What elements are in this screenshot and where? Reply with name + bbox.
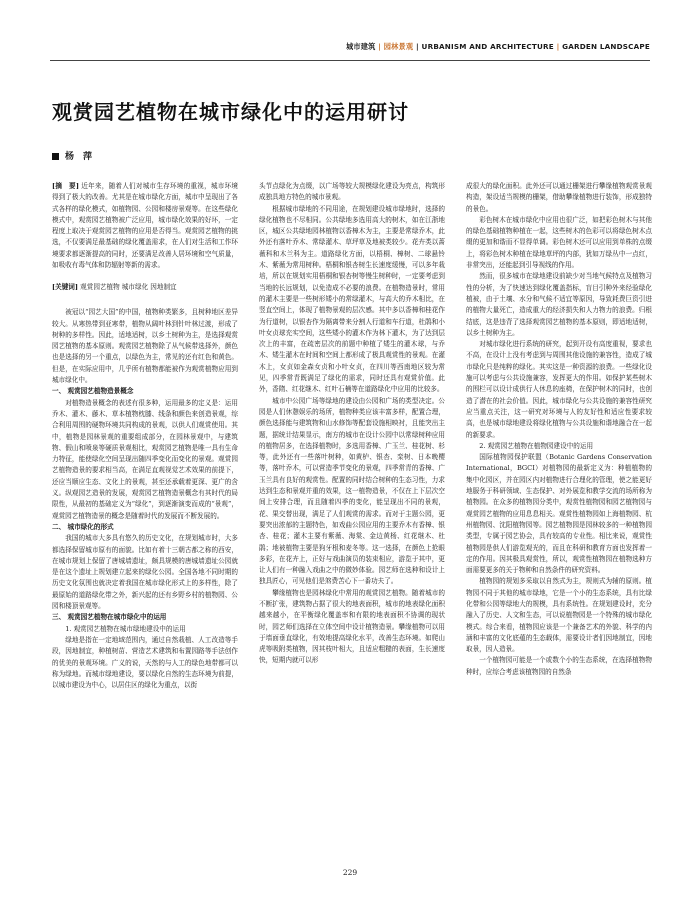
body-paragraph: 国际植物园保护联盟（Botanic Gardens Conservation International，BGCI）对植物园的最新定义为：种植植物的集中化园区，并在园区内对植物进行合理化的管理，使之能更好地服务于科研领域、生态保护、对外展览和教学交流的场所称为植物园。在众多的植物园分类中，观赏性植物园和园艺植物园与观赏园艺植物的应用息息相关。观赏性植物园如上海植物园、杭州植物园、沈阳植物园等。园艺植物园是园林较多的一种植物园类型，专属于园艺协会，具有较高的专业性。相比来说，观赏性植物园是供人们游览观光的，而且在科研和教育方面也发挥着一定的作用。因其极具观赏性，所以，观赏性植物园在植物选种方面需要更多的关于物种和自然条件的研究资料。 bbox=[466, 453, 652, 575]
abstract-label: [摘 要] bbox=[52, 182, 79, 190]
body-paragraph: 对城市绿化进行系统的研究，起到开设有高度重视，要求也不高，在设计上没有考虑到与周围其他设施的兼容性，造成了城市绿化只是纯粹的绿化。其实这是一种资源的浪费。一些绿化设施可以考虑与公共设施兼容，发挥更大的作用。如保护某些树木的围栏可以设计成供行人休息的座椅，在保护树木的同时，也创造了潜在的社会价值。因此，城市绿化与公共设施的兼容性研究应当重点关注，这一研究对环境与人的友好性和适应性要求较高，也是城市绿地建设将绿化植物与公共设施和谐地融合在一起的新要求。 bbox=[466, 340, 652, 439]
keywords bbox=[52, 282, 238, 293]
header-separator: | bbox=[378, 42, 382, 51]
body-paragraph: 一个植物园可能是一个或数个小的生态系统，在选择植物物种时，应综合考虑该植物园的自然条 bbox=[466, 656, 652, 676]
header-section-en: URBANISM AND ARCHITECTURE bbox=[421, 42, 554, 51]
abstract bbox=[52, 181, 238, 276]
page-number: 229 bbox=[342, 868, 358, 877]
section-heading: 一、 观赏园艺植物造景概念 bbox=[52, 387, 134, 396]
body-paragraph: 成很大的绿化面积。此外还可以通过栅架进行攀缘植物观赏景观构造，架设适当规模的栅架，借助攀缘植物进行装饰，形成独特的景色。 bbox=[466, 182, 652, 213]
section-heading: 三、 观赏园艺植物在城市绿化中的运用 bbox=[52, 613, 167, 622]
header-separator-3: | bbox=[556, 42, 560, 51]
header-separator-2: | bbox=[416, 42, 419, 51]
body-paragraph: 根据城市绿地的不同用途，在规划建设城市绿地时，选择的绿化植物也不尽相同。公共绿地多选用高大的树木，如在江浙地区，城区公共绿地园林植物以香樟木为主，主要是常绿乔木，此外还有落叶乔木、常绿灌木、草坪草及地被类较少。花卉类以蔷薇科和木兰科为主。道路绿化方面，以梧桐、樟树、二球悬铃木、紫薇为常用树种。梧桐和银杏树生长速度缓慢，可以多年栽培，所以在规划实用梧桐和银杏树等慢生树种时，一定要考虑到当地的长远规划，以免造成不必要的浪费。在植物造景时，常用的灌木主要是一些树形矮小的常绿灌木，与高大的乔木相比，在竖直空间上，体现了植物景观的层次感。其中多以香樟和桂花作为行道树，以银杏作为隔离带来分割人行道和车行道，杜鹃和小叶女贞球充实空间，这些矮小的灌木作为林下灌木，为了达到层次上的丰富，在疏密层次的前题中种植了矮生的灌木球，与乔木、矮生灌木在时间和空间上都形成了极具观赏性的景观。在灌木上，女贞如金森女贞和小叶女贞，在四川等西南地区较为常见，四季常青既满足了绿化的需求，同时还具有观赏价值。此外，香隋、红花继木、红叶石楠等在道路绿化中应用的比较多。 bbox=[259, 204, 445, 394]
header-section-cn: 城市建筑 bbox=[345, 42, 376, 51]
column-3 bbox=[466, 181, 652, 856]
abstract-text: 近年来，随着人们对城市生存环境的重视，城市环境得到了极大的改善。尤其是在城市绿化方面，城市中呈现出了各式各样的绿化模式，如植物园、公园和楼房景观等。在这些绿化模式中，观赏园艺植物被广泛应用，城市绿化效果的好坏，一定程度上取决于观赏园艺植物的应用是否得当。观赏园艺植物的挑选，不仅要满足最基础的绿化覆盖需求，在人们对生活和工作环境要求都逐渐提高的同时，还要满足改善人居环境和空气质量，如吸收有毒气体和防辐射等新的需求。 bbox=[52, 182, 238, 270]
column-1-body bbox=[52, 307, 238, 691]
column-2-body bbox=[259, 181, 445, 667]
article-title: 观赏园艺植物在城市绿化中的运用研讨 bbox=[52, 100, 409, 124]
header-rule bbox=[50, 60, 650, 61]
body-paragraph: 头节点绿化为点缀，以广场等较大规模绿化建设为亮点，构筑形成独具地方特色的城市景观。 bbox=[259, 182, 445, 202]
body-paragraph: 被冠以“园艺大国”的中国，植物种类繁多，且树种地区差异较大。从寒热带到亚寒带，植物从阔叶林到针叶林过渡，形成了树种的多样性。因此，适地适树，以乡土树种为主，是选择观赏园艺植物的基本原则。观赏园艺植物除了从气候带选择外，颜色也是选择的另一个重点，以绿色为主，常见的还有红色和黄色。但是，在实际应用中，几乎所有植物都能被作为观赏植物应用到城市绿化中。 bbox=[52, 308, 238, 385]
column-2 bbox=[259, 181, 445, 856]
body-paragraph: 攀缘植物也是园林绿化中常用的观赏园艺植物。随着城市的不断扩张，建筑物占据了很大的地表面积，城市的地表绿化面积越来越小，在平衡绿化覆盖率和有限的地表面积不协调的现状时，园艺师们选择在立体空间中设计植物造景。攀缘植物可以用于墙面垂直绿化，有效地提高绿化水平，改善生态环境。如爬山虎等吸附类植物，因其枝叶相大，且适应粗糙的表面，生长速度快，短期内就可以形 bbox=[259, 588, 445, 665]
header-subsection-cn: 园林景观 bbox=[383, 42, 414, 51]
header-subsection-en: GARDEN LANDSCAPE bbox=[562, 42, 650, 51]
body-paragraph: 我国的城市大多具有悠久的历史文化，在规划城市时，大多都选择保留城市原有的面貌。比如有着十三朝古都之称的西安，在城市规划上保留了唐城墙遗址，颇具规模的唐城墙遗址公园就是在这个遗址上规划建立起来的绿化公园。全国各地不同时期的历史文化氛围也就决定着我国在城市绿化形式上的多样性，除了最原始的道路绿化带之外，新兴起的还有乡野乡村的植物园、公园和楼顶景观等。 bbox=[52, 534, 238, 611]
author-name: 杨 萍 bbox=[65, 152, 93, 162]
author-square-icon bbox=[52, 153, 59, 160]
body-paragraph: 彩色树木在城市绿化中应用也很广泛，如把彩色树木与其他的绿色基础植物种植在一起，这些树木的色彩可以将绿色树木点缀的更加和谐而不显得单调。彩色树木还可以应用到单株的点缀上，将彩色树木种植在绿地草坪的内部，犹如万绿丛中一点红，非常突出，还能起到引导视线的作用。 bbox=[466, 215, 652, 270]
body-paragraph: 对植物造景概念的表述有很多种，运用最多的定义是：运用乔木、灌木、藤木、草本植物枕膝、线条和颜色来创造景观，综合利用周围的硬物环境共同构成的景观，以供人们观赏使用。其中，植物是园林景观的重要组成部分，在园林景观中，与建筑物、假山和喷泉等硬质景观相比，观赏园艺植物是唯一具有生命力特征，能使绿化空间呈现出随四季变化而变化的景观。观赏园艺植物造景的要求相当高，在满足直观视觉艺术效果的前提下，还应当顺应生态、文化上的景观，甚至还承载着更深、更广的含义。纵观园艺造景的发展，观赏园艺植物造景概念有其时代的局限性，从最初的基础定义为“绿化”，到逐渐演变而成的“景观”，观赏园艺植物造景的概念是随着时代的发展而不断发展的。 bbox=[52, 398, 238, 520]
subsection-heading: 2. 观赏园艺植物在植物园建设中的运用 bbox=[479, 441, 594, 450]
column-1 bbox=[52, 181, 238, 856]
column-3-body bbox=[466, 181, 652, 678]
body-paragraph: 城市中公园广场等绿地的建设由公园和广场的类型决定。公园是人们休憩娱乐的场所，植物种类应该丰富多样，配置合理，颜色选择能与建筑物和山水修饰等配套设施相映衬，且能突出主题，据统计结果显示，南方的城市在设计公园中以常绿树种应用的植物居多，在选择植物时，多选用香樟、广玉兰、桂花树、杉等，此外还有一些落叶树种，如黄栌、银杏、栾树、日本晚樱等，落叶乔木，可以营造季节变化的景观，四季常青的香樟、广玉兰具有良好的观赏性。配置的同时结合树种的生态习性，力求达到生态和景观并重的效果，这一植物造景，不仅在上下层次空间上安排合理，而且随着四季的变化，能呈现出不同的景观，花、果交替出现，满足了人们观赏的需求。而对于主题公园，更要突出浓郁的主题特色，如戏曲公园应用的主要乔木有香樟、银杏、桂花；灌木主要有紫薇、海棠、金边黄杨、红花继木、杜鹃；地被植物主要是狗牙根和麦冬等。这一选择，在颜色上抢眼多彩，在花卉上，正好与戏曲演员的装束相应，游览于其中，更让人们有一种融入戏曲之中的微妙体验。园艺师在选种和设计上独具匠心，可见他们是煞费苦心下一番功夫了。 bbox=[259, 396, 445, 586]
body-paragraph: 植物园的规划多采取以自然式为主，规则式为辅的原则。植物园不同于其他的城市绿地，它是一个小的生态系统，具有比绿化带和公园等绿地大的规模，具有系统性。在规划建设时，充分融入了历史、人文和生态，可以说植物园是一个特殊的城市绿化模式。综合来看，植物园应该是一个兼备艺术的外貌、科学的内涵和丰富的文化底蕴的生态载体，需要设计者们因地制宜，因地取景，因人造景。 bbox=[466, 577, 652, 654]
keywords-text: 观赏园艺植物 城市绿化 因地制宜 bbox=[80, 283, 177, 291]
body-paragraph: 然而，很多城市在绿地建设前缺少对当地气候特点及植物习性的分析，为了快速达到绿化覆盖指标，盲目引种外来经验绿化植被，由于土壤、水分和气候不适宜等原因，导致耗费巨资引进的植物大量死亡，造成重大的经济损失和人力物力的浪费。归根结底，这是违背了选择观赏园艺植物的基本原则，即适地适树，以乡土树种为主。 bbox=[466, 272, 652, 337]
section-heading: 二、 城市绿化的形式 bbox=[52, 522, 114, 531]
subsection-heading: 1. 观赏园艺植物在城市绿地建设中的运用 bbox=[65, 624, 186, 633]
author-line bbox=[52, 149, 92, 162]
running-header bbox=[346, 42, 650, 52]
body-paragraph: 绿地是指在一定地域范围内，通过自然栽植、人工改造等手段，因地制宜，种植树苗、营造艺术建筑和布置园路等手法创作的优美的景观环境。广义的说，天然的与人工的绿色地带都可以称为绿地。而城市绿地建设，要以绿化自然的生态环境为前提，以城市建设为中心，以居住区的绿化为重点，以街 bbox=[52, 635, 238, 690]
keywords-label: [关键词] bbox=[52, 283, 79, 291]
